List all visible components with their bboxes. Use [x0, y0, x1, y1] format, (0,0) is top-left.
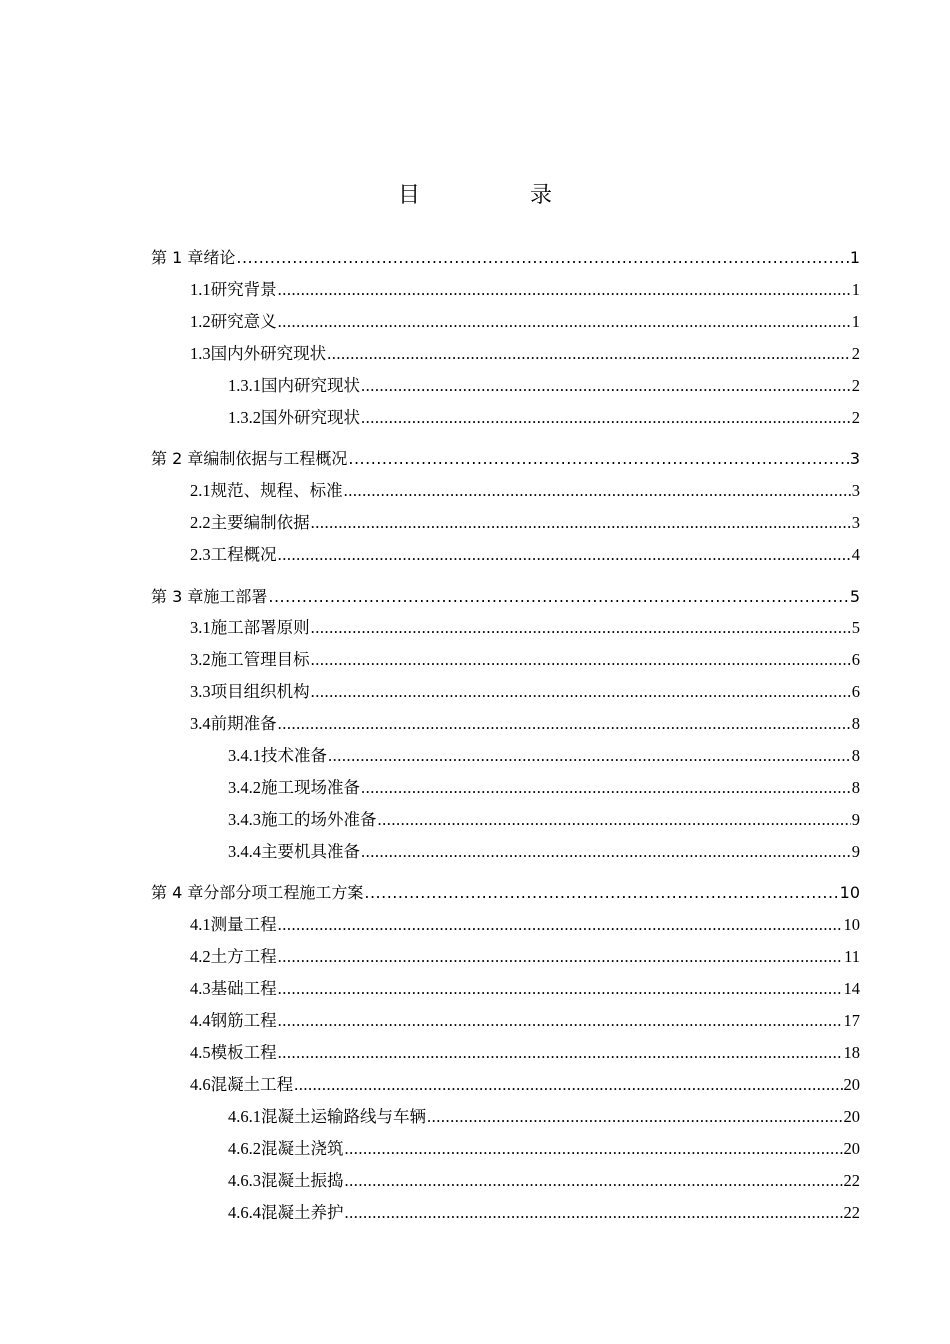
toc-entry-title: 项目组织机构	[210, 682, 310, 701]
toc-entry[interactable]	[190, 945, 860, 969]
toc-entry-title: 技术准备	[261, 746, 327, 765]
toc-entry-page-number: 6	[851, 682, 860, 701]
dot-leader	[311, 511, 851, 535]
toc-entry-title: 混凝土养护	[261, 1203, 344, 1222]
toc-entry[interactable]	[228, 406, 860, 430]
toc-entry-page-number: 10	[843, 915, 860, 934]
toc-entry-number: 第 1 章	[151, 248, 204, 267]
toc-entry[interactable]	[190, 648, 860, 672]
toc-entry-page-number: 10	[839, 883, 860, 902]
toc-entry-page-number: 20	[843, 1075, 860, 1094]
toc-entry-number: 4.2	[190, 947, 211, 966]
toc-entry[interactable]	[190, 310, 860, 334]
toc-entry-title: 钢筋工程	[210, 1011, 277, 1030]
toc-entry-page-number: 9	[851, 810, 860, 829]
toc-entry[interactable]	[190, 616, 860, 640]
dot-leader	[427, 1105, 843, 1129]
toc-entry-title: 混凝土运输路线与车辆	[261, 1107, 426, 1126]
toc-entry-page-number: 3	[851, 513, 860, 532]
dot-leader	[278, 1009, 843, 1033]
toc-entry-page-number: 2	[851, 408, 860, 427]
toc-entry-title: 主要编制依据	[210, 513, 310, 532]
toc-entry-number: 4.6.2	[228, 1139, 261, 1158]
page-title: 目 录	[397, 183, 596, 208]
toc-entry-title: 土方工程	[210, 947, 277, 966]
toc-entry-number: 4.1	[190, 915, 211, 934]
dot-leader	[311, 648, 851, 672]
toc-entry-page-number: 17	[843, 1011, 860, 1030]
toc-entry[interactable]	[228, 1201, 860, 1225]
toc-entry-page-number: 9	[851, 842, 860, 861]
toc-entry-title: 混凝土工程	[210, 1075, 294, 1094]
dot-leader	[345, 1201, 843, 1225]
dot-leader	[378, 808, 851, 832]
toc-entry[interactable]	[151, 246, 860, 270]
toc-entry-title: 编制依据与工程概况	[203, 449, 348, 468]
dot-leader	[278, 1041, 843, 1065]
toc-entry-number: 4.6.1	[228, 1107, 261, 1126]
toc-entry-number: 3.4	[190, 714, 211, 733]
dot-leader	[327, 342, 851, 366]
toc-entry-page-number: 2	[851, 344, 860, 363]
toc-entry-number: 1.3.2	[228, 408, 261, 427]
toc-entry-title: 国内研究现状	[261, 376, 360, 395]
toc-entry-page-number: 8	[851, 746, 860, 765]
toc-entry-number: 4.4	[190, 1011, 211, 1030]
toc-entry-page-number: 20	[843, 1107, 860, 1126]
toc-entry[interactable]	[228, 1137, 860, 1161]
toc-entry-number: 1.3	[190, 344, 211, 363]
dot-leader	[278, 712, 851, 736]
toc-entry-number: 3.2	[190, 650, 211, 669]
toc-entry-page-number: 8	[851, 714, 860, 733]
toc-entry[interactable]	[151, 447, 860, 471]
toc-entry-page-number: 11	[844, 947, 860, 966]
toc-entry-number: 2.1	[190, 481, 211, 500]
toc-entry-title: 混凝土振捣	[261, 1171, 344, 1190]
toc-entry-title: 国内外研究现状	[210, 344, 327, 363]
toc-entry[interactable]	[228, 808, 860, 832]
dot-leader	[361, 840, 851, 864]
toc-entry-title: 工程概况	[210, 545, 277, 564]
toc-entry-page-number: 1	[851, 280, 860, 299]
toc-entry-title: 研究意义	[210, 312, 277, 331]
toc-entry-number: 第 4 章	[151, 883, 204, 902]
toc-entry-title: 主要机具准备	[261, 842, 360, 861]
toc-entry-title: 施工部署	[203, 587, 268, 606]
dot-leader	[348, 447, 848, 471]
toc-entry-page-number: 22	[843, 1203, 860, 1222]
toc-entry-number: 3.3	[190, 682, 211, 701]
toc-entry[interactable]	[228, 1105, 860, 1129]
toc-entry[interactable]	[190, 1041, 860, 1065]
toc-entry-page-number: 3	[849, 449, 860, 468]
toc-entry-title: 混凝土浇筑	[261, 1139, 344, 1158]
toc-entry-number: 4.5	[190, 1043, 211, 1062]
toc-entry-title: 施工管理目标	[210, 650, 310, 669]
dot-leader	[278, 977, 843, 1001]
toc-entry-number: 第 3 章	[151, 587, 204, 606]
toc-entry-number: 2.2	[190, 513, 211, 532]
toc-entry-page-number: 1	[849, 248, 860, 267]
toc-entry-page-number: 3	[851, 481, 860, 500]
dot-leader	[278, 278, 851, 302]
toc-entry-number: 1.1	[190, 280, 211, 299]
toc-entry[interactable]	[228, 1169, 860, 1193]
toc-entry-number: 4.3	[190, 979, 211, 998]
toc-entry[interactable]	[190, 342, 860, 366]
toc-entry[interactable]	[228, 840, 860, 864]
toc-entry-title: 规范、规程、标准	[210, 481, 343, 500]
dot-leader	[278, 310, 851, 334]
toc-entry-number: 3.4.3	[228, 810, 261, 829]
dot-leader	[361, 374, 851, 398]
dot-leader	[278, 945, 843, 969]
toc-entry-page-number: 2	[851, 376, 860, 395]
toc-entry-number: 3.4.4	[228, 842, 261, 861]
toc-entry[interactable]	[190, 913, 860, 937]
toc-entry-number: 3.4.2	[228, 778, 261, 797]
dot-leader	[236, 246, 848, 270]
toc-entry-number: 1.2	[190, 312, 211, 331]
toc-entry-page-number: 5	[849, 587, 860, 606]
toc-entry-page-number: 4	[851, 545, 860, 564]
toc-entry-title: 研究背景	[210, 280, 277, 299]
toc-entry-page-number: 1	[851, 312, 860, 331]
toc-entry-title: 基础工程	[210, 979, 277, 998]
toc-entry[interactable]	[228, 374, 860, 398]
toc-entry-title: 施工现场准备	[261, 778, 360, 797]
dot-leader	[361, 776, 851, 800]
dot-leader	[364, 881, 838, 905]
toc-entry[interactable]	[190, 479, 860, 503]
toc-entry-number: 2.3	[190, 545, 211, 564]
toc-entry[interactable]	[190, 712, 860, 736]
toc-entry-number: 3.4.1	[228, 746, 261, 765]
toc-entry-number: 1.3.1	[228, 376, 261, 395]
dot-leader	[361, 406, 851, 430]
toc-entry-title: 施工的场外准备	[261, 810, 377, 829]
dot-leader	[344, 479, 851, 503]
toc-entry[interactable]	[190, 543, 860, 567]
toc-entry-title: 分部分项工程施工方案	[203, 883, 364, 902]
toc-entry-title: 模板工程	[210, 1043, 277, 1062]
toc-entry-page-number: 20	[843, 1139, 860, 1158]
toc-entry[interactable]	[190, 511, 860, 535]
toc-entry-title: 测量工程	[210, 915, 277, 934]
dot-leader	[345, 1137, 843, 1161]
dot-leader	[278, 913, 843, 937]
toc-entry-number: 4.6	[190, 1075, 211, 1094]
dot-leader	[278, 543, 851, 567]
dot-leader	[311, 616, 851, 640]
toc-entry-page-number: 18	[843, 1043, 860, 1062]
toc-entry-title: 国外研究现状	[261, 408, 360, 427]
toc-entry-number: 4.6.4	[228, 1203, 261, 1222]
toc-entry[interactable]	[151, 585, 860, 609]
dot-leader	[294, 1073, 842, 1097]
toc-entry-page-number: 6	[851, 650, 860, 669]
toc-entry-title: 施工部署原则	[210, 618, 310, 637]
toc-entry-number: 第 2 章	[151, 449, 204, 468]
toc-entry[interactable]	[151, 881, 860, 905]
dot-leader	[328, 744, 851, 768]
dot-leader	[311, 680, 851, 704]
toc-entry[interactable]	[190, 977, 860, 1001]
toc-entry[interactable]	[228, 744, 860, 768]
dot-leader	[268, 585, 848, 609]
toc-entry[interactable]	[190, 680, 860, 704]
toc-entry-page-number: 22	[843, 1171, 860, 1190]
toc-entry[interactable]	[190, 1009, 860, 1033]
dot-leader	[345, 1169, 843, 1193]
toc-entry[interactable]	[190, 278, 860, 302]
toc-entry-page-number: 5	[851, 618, 860, 637]
toc-entry-page-number: 14	[843, 979, 860, 998]
toc-entry-title: 绪论	[203, 248, 236, 267]
toc-entry[interactable]	[190, 1073, 860, 1097]
toc-entry[interactable]	[228, 776, 860, 800]
toc-entry-title: 前期准备	[210, 714, 277, 733]
toc-entry-page-number: 8	[851, 778, 860, 797]
toc-entry-number: 3.1	[190, 618, 211, 637]
toc-entry-number: 4.6.3	[228, 1171, 261, 1190]
